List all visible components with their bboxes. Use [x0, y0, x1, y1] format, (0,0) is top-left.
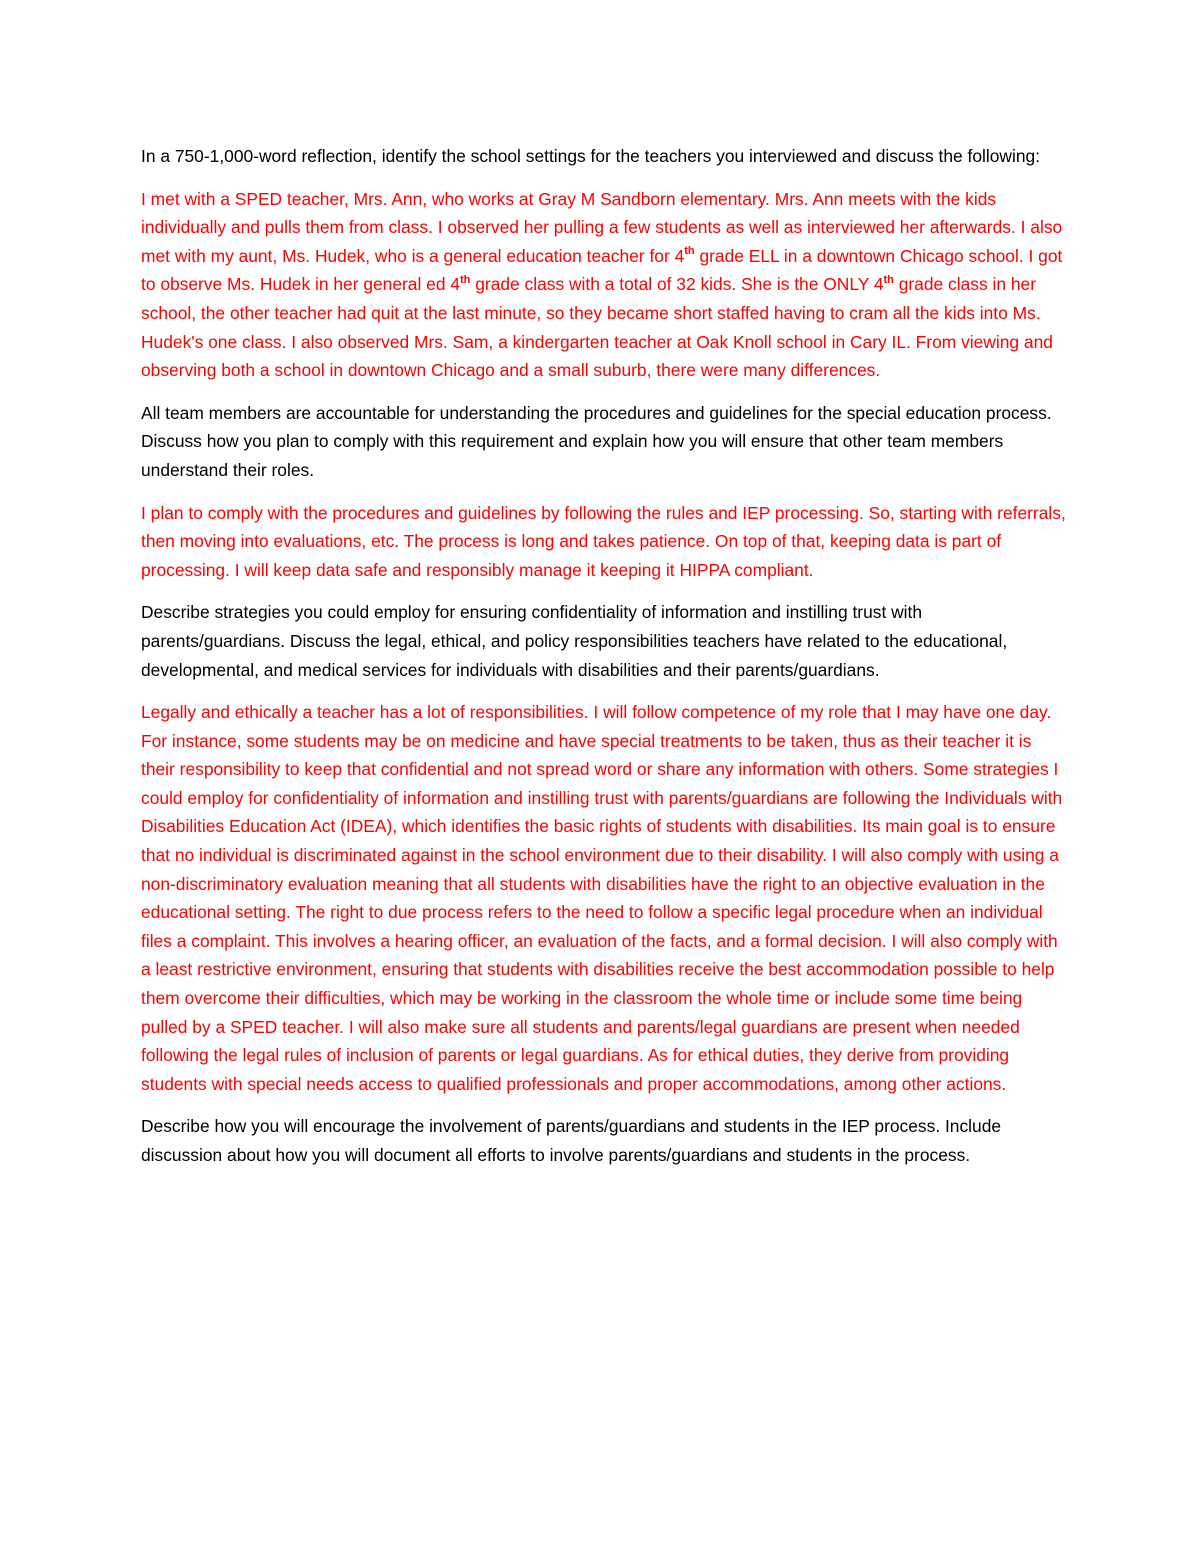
- paragraph-text: Describe strategies you could employ for ensuring confidentiality of information and instilling trust with parents/guardians. Discuss the legal, ethical, and policy responsibilities teachers have related to the educational, developmental, and medical services for individuals with disabilities and their parents/guardians.: [141, 602, 1008, 680]
- ordinal-superscript: th: [684, 244, 695, 257]
- prompt-paragraph: [141, 142, 1066, 171]
- paragraph-text: Describe how you will encourage the involvement of parents/guardians and students in the IEP process. Include discussion about how you will document all efforts to involve parents/guardians and students in the process.: [141, 1116, 1002, 1165]
- paragraph-text: grade class with a total of 32 kids. She is the ONLY 4: [470, 274, 884, 295]
- ordinal-superscript: th: [883, 273, 894, 286]
- answer-paragraph: [141, 698, 1066, 1098]
- paragraph-text: I met with a SPED teacher, Mrs. Ann, who works at Gray M Sandborn elementary. Mrs. Ann meets with the kids individually and pulls them from class. I observed her pulling a few students as well as interviewed her afterwards. I also met with my aunt, Ms. Hudek, who is a general education teacher for 4: [141, 188, 1063, 266]
- prompt-paragraph: [141, 1112, 1066, 1169]
- paragraph-text: grade ELL in a downtown Chicago school. I got to observe Ms. Hudek in her general ed 4: [141, 245, 1063, 295]
- paragraph-text: In a 750-1,000-word reflection, identify the school settings for the teachers you interviewed and discuss the following:: [141, 146, 1041, 166]
- paragraph-text: grade class in her school, the other teacher had quit at the last minute, so they became short staffed having to cram all the kids into Ms. Hudek's one class. I also observed Mrs. Sam, a kindergarten teacher at Oak Knoll school in Cary IL. From viewing and observing both a school in downtown Chicago and a small suburb, there were many differences.: [141, 274, 1053, 381]
- paragraph-text: I plan to comply with the procedures and guidelines by following the rules and IEP processing. So, starting with referrals, then moving into evaluations, etc. The process is long and takes patience. On top of that, keeping data is part of processing. I will keep data safe and responsibly manage it keeping it HIPPA compliant.: [141, 502, 1066, 580]
- document-body: [141, 142, 1066, 1184]
- prompt-paragraph: [141, 399, 1066, 485]
- prompt-paragraph: [141, 598, 1066, 684]
- answer-paragraph: [141, 185, 1066, 385]
- paragraph-text: Legally and ethically a teacher has a lot of responsibilities. I will follow competence of my role that I may have one day. For instance, some students may be on medicine and have special treatments to be taken, thus as their teacher it is their responsibility to keep that confidential and not spread word or share any information with others. Some strategies I could employ for confidentiality of information and instilling trust with parents/guardians are following the Individuals with Disabilities Education Act (IDEA), which identifies the basic rights of students with disabilities. Its main goal is to ensure that no individual is discriminated against in the school environment due to their disability. I will also comply with using a non-discriminatory evaluation meaning that all students with disabilities have the right to an objective evaluation in the educational setting. The right to due process refers to the need to follow a specific legal procedure when an individual files a complaint. This involves a hearing officer, an evaluation of the facts, and a formal decision. I will also comply with a least restrictive environment, ensuring that students with disabilities receive the best accommodation possible to help them overcome their difficulties, which may be working in the classroom the whole time or include some time being pulled by a SPED teacher. I will also make sure all students and parents/legal guardians are present when needed following the legal rules of inclusion of parents or legal guardians. As for ethical duties, they derive from providing students with special needs access to qualified professionals and proper accommodations, among other actions.: [141, 702, 1063, 1094]
- answer-paragraph: [141, 499, 1066, 585]
- ordinal-superscript: th: [460, 273, 471, 286]
- paragraph-text: All team members are accountable for understanding the procedures and guidelines for the special education process. Discuss how you plan to comply with this requirement and explain how you will ensure that other team members understand their roles.: [141, 402, 1052, 480]
